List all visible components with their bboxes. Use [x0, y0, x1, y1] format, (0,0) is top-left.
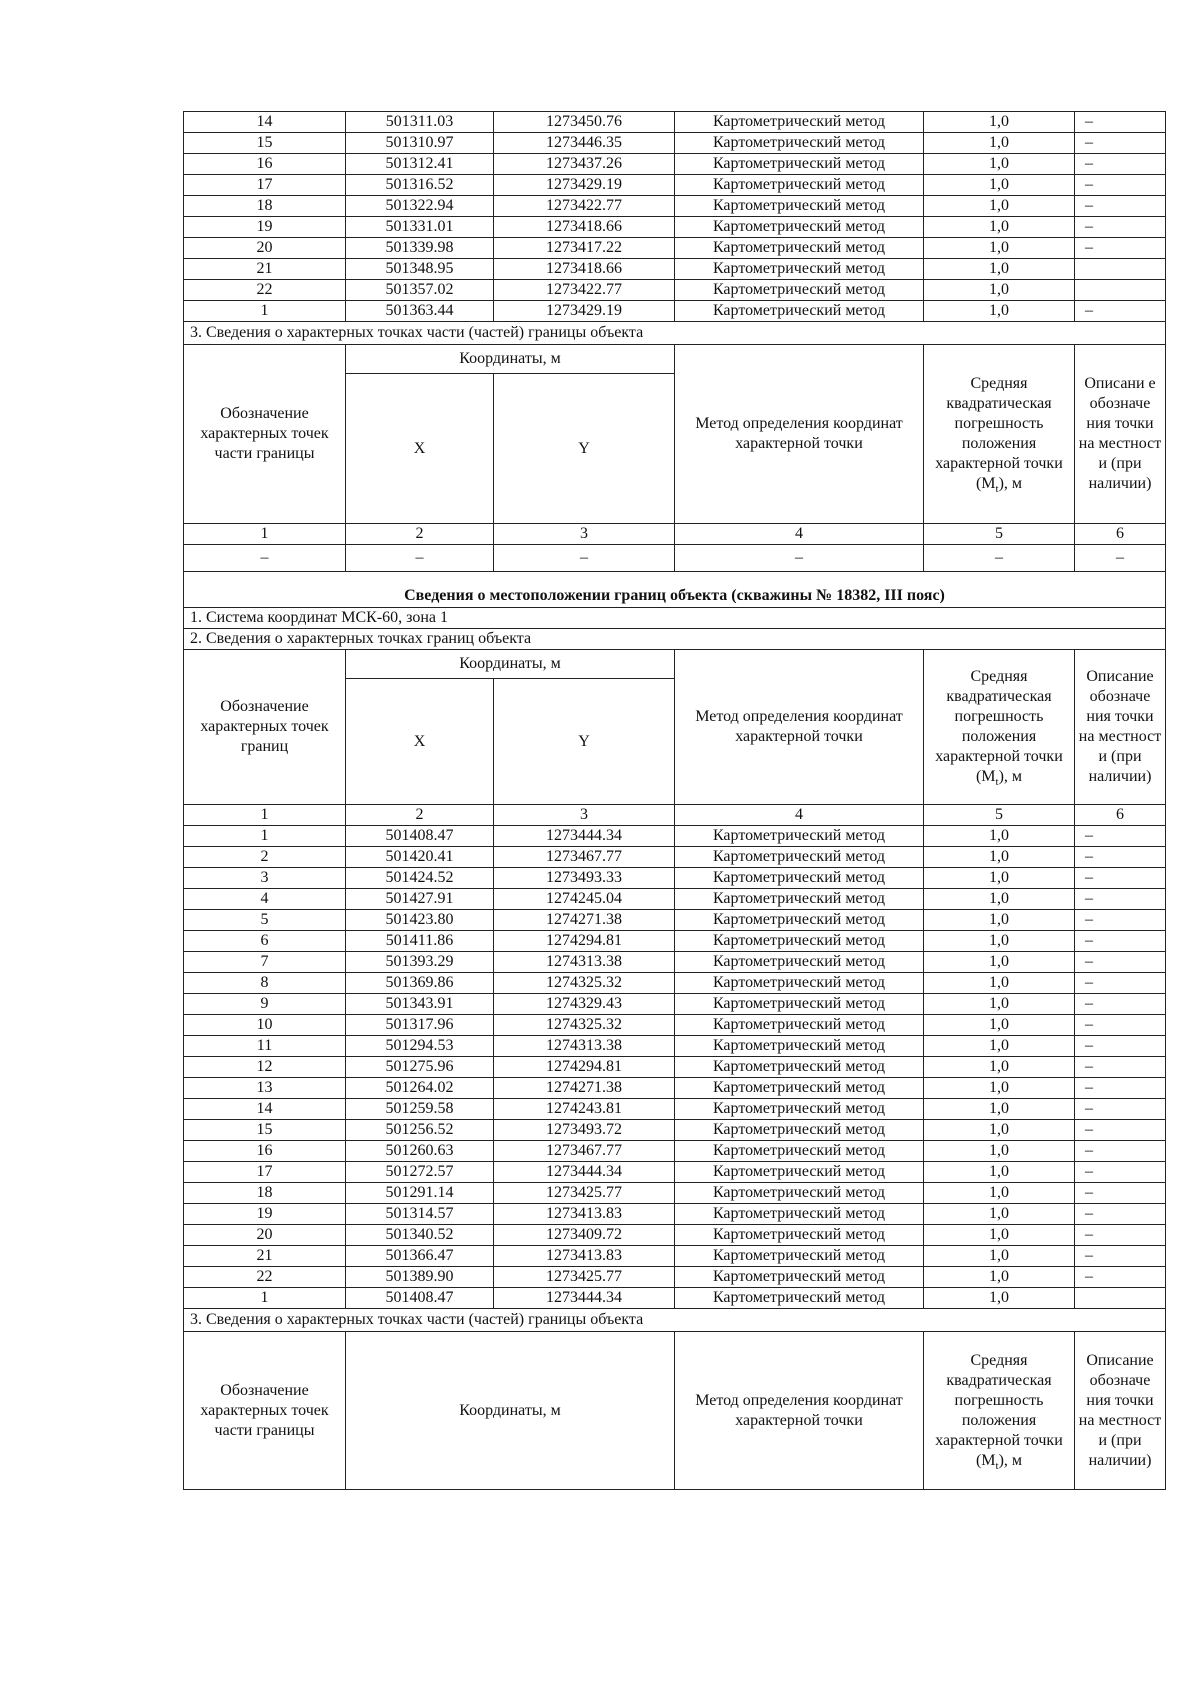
mt-value: 1,0: [924, 1162, 1075, 1183]
coord-y: 1274313.38: [494, 1036, 675, 1057]
description: –: [1075, 1162, 1166, 1183]
mt-value: 1,0: [924, 217, 1075, 238]
mt-value: 1,0: [924, 1183, 1075, 1204]
method: Картометрический метод: [675, 973, 924, 994]
parts1-dash: –: [675, 545, 924, 572]
points-title: 2. Сведения о характерных точках границ объекта: [184, 629, 1166, 650]
section2-header-desc: Описание обозначе ния точки на местност и (при наличии): [1075, 650, 1166, 805]
point-number: 14: [184, 1099, 346, 1120]
description: –: [1075, 1225, 1166, 1246]
coord-y: 1273422.77: [494, 280, 675, 301]
description: [1075, 1288, 1166, 1309]
point-number: 9: [184, 994, 346, 1015]
method: Картометрический метод: [675, 889, 924, 910]
method: Картометрический метод: [675, 826, 924, 847]
coord-x: 501411.86: [346, 931, 494, 952]
point-number: 22: [184, 1267, 346, 1288]
method: Картометрический метод: [675, 847, 924, 868]
coord-y: 1274325.32: [494, 973, 675, 994]
section2-header-y: Y: [494, 679, 675, 805]
table-row: [184, 868, 1166, 889]
method: Картометрический метод: [675, 301, 924, 322]
document-page: [183, 111, 1165, 1490]
method: Картометрический метод: [675, 1120, 924, 1141]
mt-value: 1,0: [924, 196, 1075, 217]
table-row: [184, 826, 1166, 847]
section2-colnum: 2: [346, 805, 494, 826]
parts1-colnum: 6: [1075, 524, 1166, 545]
point-number: 6: [184, 931, 346, 952]
parts2-header-coords: Координаты, м: [346, 1332, 675, 1490]
table-row: [184, 1204, 1166, 1225]
point-number: 15: [184, 1120, 346, 1141]
description: –: [1075, 910, 1166, 931]
parts1-header-mt: Средняя квадратическая погрешность положения характерной точки $(M_t)$, м: [924, 345, 1075, 524]
description: –: [1075, 847, 1166, 868]
point-number: 1: [184, 301, 346, 322]
coord-y: 1274271.38: [494, 1078, 675, 1099]
parts1-colnum: 4: [675, 524, 924, 545]
coord-x: 501312.41: [346, 154, 494, 175]
method: Картометрический метод: [675, 1204, 924, 1225]
mt-value: 1,0: [924, 301, 1075, 322]
point-number: 17: [184, 175, 346, 196]
table-row: [184, 889, 1166, 910]
table-row: [184, 1015, 1166, 1036]
description: –: [1075, 112, 1166, 133]
mt-value: 1,0: [924, 973, 1075, 994]
table-row: [184, 1183, 1166, 1204]
parts1-dash: –: [494, 545, 675, 572]
description: –: [1075, 868, 1166, 889]
mt-value: 1,0: [924, 931, 1075, 952]
coord-x: 501348.95: [346, 259, 494, 280]
method: Картометрический метод: [675, 994, 924, 1015]
coord-y: 1273418.66: [494, 217, 675, 238]
coord-x: 501316.52: [346, 175, 494, 196]
point-number: 20: [184, 1225, 346, 1246]
table-row: [184, 1267, 1166, 1288]
section2-header-method: Метод определения координат характерной точки: [675, 650, 924, 805]
coord-y: 1274329.43: [494, 994, 675, 1015]
coord-y: 1274243.81: [494, 1099, 675, 1120]
coordinate-system: 1. Система координат МСК-60, зона 1: [184, 608, 1166, 629]
coord-x: 501343.91: [346, 994, 494, 1015]
coord-y: 1274325.32: [494, 1015, 675, 1036]
coord-x: 501272.57: [346, 1162, 494, 1183]
mt-value: 1,0: [924, 847, 1075, 868]
coord-x: 501264.02: [346, 1078, 494, 1099]
coord-y: 1273413.83: [494, 1246, 675, 1267]
mt-value: 1,0: [924, 1288, 1075, 1309]
coord-y: 1274294.81: [494, 931, 675, 952]
parts1-header-desc: Описани е обозначе ния точки на местност и (при наличии): [1075, 345, 1166, 524]
coord-x: 501363.44: [346, 301, 494, 322]
description: –: [1075, 238, 1166, 259]
coord-x: 501357.02: [346, 280, 494, 301]
description: –: [1075, 133, 1166, 154]
mt-value: 1,0: [924, 889, 1075, 910]
description: –: [1075, 1057, 1166, 1078]
method: Картометрический метод: [675, 133, 924, 154]
parts1-colnum: 2: [346, 524, 494, 545]
table-row: [184, 931, 1166, 952]
parts1-title: 3. Сведения о характерных точках части (частей) границы объекта: [184, 322, 1166, 345]
method: Картометрический метод: [675, 259, 924, 280]
method: Картометрический метод: [675, 280, 924, 301]
point-number: 10: [184, 1015, 346, 1036]
parts1-colnum: 1: [184, 524, 346, 545]
mt-value: 1,0: [924, 868, 1075, 889]
mt-value: 1,0: [924, 910, 1075, 931]
table-row: [184, 1099, 1166, 1120]
method: Картометрический метод: [675, 1183, 924, 1204]
coord-x: 501424.52: [346, 868, 494, 889]
table-row: [184, 259, 1166, 280]
table-row: [184, 301, 1166, 322]
method: Картометрический метод: [675, 931, 924, 952]
section2-colnum: 1: [184, 805, 346, 826]
point-number: 7: [184, 952, 346, 973]
mt-value: 1,0: [924, 1120, 1075, 1141]
coord-x: 501340.52: [346, 1225, 494, 1246]
section2-colnum: 4: [675, 805, 924, 826]
table-row: [184, 238, 1166, 259]
coord-x: 501314.57: [346, 1204, 494, 1225]
method: Картометрический метод: [675, 1246, 924, 1267]
coord-x: 501317.96: [346, 1015, 494, 1036]
description: –: [1075, 1204, 1166, 1225]
coord-x: 501408.47: [346, 826, 494, 847]
description: –: [1075, 826, 1166, 847]
mt-value: 1,0: [924, 154, 1075, 175]
section2-colnum: 5: [924, 805, 1075, 826]
description: –: [1075, 301, 1166, 322]
method: Картометрический метод: [675, 196, 924, 217]
section2-header-x: X: [346, 679, 494, 805]
mt-value: 1,0: [924, 112, 1075, 133]
point-number: 5: [184, 910, 346, 931]
table-row: [184, 973, 1166, 994]
table-row: [184, 1288, 1166, 1309]
table-row: [184, 112, 1166, 133]
description: –: [1075, 196, 1166, 217]
parts1-header-point: Обозначение характерных точек части границы: [184, 345, 346, 524]
coord-y: 1273429.19: [494, 175, 675, 196]
method: Картометрический метод: [675, 1162, 924, 1183]
coord-y: 1273493.72: [494, 1120, 675, 1141]
coord-y: 1273425.77: [494, 1183, 675, 1204]
mt-value: 1,0: [924, 1204, 1075, 1225]
section2-colnum: 3: [494, 805, 675, 826]
parts1-header-coords: Координаты, м: [346, 345, 675, 374]
description: –: [1075, 1015, 1166, 1036]
description: –: [1075, 154, 1166, 175]
method: Картометрический метод: [675, 112, 924, 133]
coord-y: 1273437.26: [494, 154, 675, 175]
method: Картометрический метод: [675, 1267, 924, 1288]
parts2-header-mt: Средняя квадратическая погрешность положения характерной точки $(M_t)$, м: [924, 1332, 1075, 1490]
mt-value: 1,0: [924, 280, 1075, 301]
parts2-header-point: Обозначение характерных точек части границы: [184, 1332, 346, 1490]
description: –: [1075, 1099, 1166, 1120]
parts1-header-y: Y: [494, 374, 675, 524]
point-number: 21: [184, 1246, 346, 1267]
coord-x: 501275.96: [346, 1057, 494, 1078]
method: Картометрический метод: [675, 238, 924, 259]
parts2-header-desc: Описание обозначе ния точки на местност и (при наличии): [1075, 1332, 1166, 1490]
method: Картометрический метод: [675, 910, 924, 931]
coord-y: 1273467.77: [494, 1141, 675, 1162]
table1-body: [184, 112, 1166, 322]
coord-y: 1273425.77: [494, 1267, 675, 1288]
mt-value: 1,0: [924, 1015, 1075, 1036]
description: –: [1075, 931, 1166, 952]
mt-value: 1,0: [924, 952, 1075, 973]
table-row: [184, 1141, 1166, 1162]
coord-y: 1274313.38: [494, 952, 675, 973]
table-row: [184, 217, 1166, 238]
description: –: [1075, 1141, 1166, 1162]
mt-value: 1,0: [924, 1078, 1075, 1099]
coord-y: 1273429.19: [494, 301, 675, 322]
parts2-title: 3. Сведения о характерных точках части (частей) границы объекта: [184, 1309, 1166, 1332]
mt-value: 1,0: [924, 1141, 1075, 1162]
table-row: [184, 1057, 1166, 1078]
description: –: [1075, 1183, 1166, 1204]
point-number: 1: [184, 1288, 346, 1309]
parts1-header-x: X: [346, 374, 494, 524]
point-number: 12: [184, 1057, 346, 1078]
coord-x: 501311.03: [346, 112, 494, 133]
table-row: [184, 280, 1166, 301]
method: Картометрический метод: [675, 1036, 924, 1057]
mt-value: 1,0: [924, 175, 1075, 196]
parts1-section: [184, 322, 1166, 572]
point-number: 21: [184, 259, 346, 280]
coord-x: 501389.90: [346, 1267, 494, 1288]
method: Картометрический метод: [675, 1099, 924, 1120]
coord-x: 501291.14: [346, 1183, 494, 1204]
description: –: [1075, 952, 1166, 973]
coord-y: 1273493.33: [494, 868, 675, 889]
section2: [184, 572, 1166, 826]
method: Картометрический метод: [675, 1057, 924, 1078]
point-number: 2: [184, 847, 346, 868]
point-number: 4: [184, 889, 346, 910]
point-number: 15: [184, 133, 346, 154]
table-row: [184, 994, 1166, 1015]
description: –: [1075, 217, 1166, 238]
coord-y: 1273444.34: [494, 1288, 675, 1309]
coord-y: 1273422.77: [494, 196, 675, 217]
mt-value: 1,0: [924, 1246, 1075, 1267]
description: –: [1075, 973, 1166, 994]
point-number: 19: [184, 217, 346, 238]
parts2-header-method: Метод определения координат характерной точки: [675, 1332, 924, 1490]
mt-value: 1,0: [924, 1225, 1075, 1246]
point-number: 3: [184, 868, 346, 889]
coord-y: 1273418.66: [494, 259, 675, 280]
point-number: 16: [184, 1141, 346, 1162]
mt-value: 1,0: [924, 826, 1075, 847]
mt-value: 1,0: [924, 133, 1075, 154]
coord-y: 1274245.04: [494, 889, 675, 910]
description: –: [1075, 889, 1166, 910]
mt-value: 1,0: [924, 994, 1075, 1015]
mt-value: 1,0: [924, 1057, 1075, 1078]
point-number: 20: [184, 238, 346, 259]
section2-header-point: Обозначение характерных точек границ: [184, 650, 346, 805]
parts2-section: [184, 1309, 1166, 1490]
coord-y: 1273446.35: [494, 133, 675, 154]
coordinates-table: [183, 111, 1166, 1490]
coord-x: 501339.98: [346, 238, 494, 259]
point-number: 16: [184, 154, 346, 175]
parts1-dash: –: [1075, 545, 1166, 572]
coord-x: 501423.80: [346, 910, 494, 931]
description: –: [1075, 1120, 1166, 1141]
table-row: [184, 910, 1166, 931]
coord-y: 1273413.83: [494, 1204, 675, 1225]
section2-header-mt: Средняя квадратическая погрешность положения характерной точки $(M_t)$, м: [924, 650, 1075, 805]
mt-value: 1,0: [924, 1036, 1075, 1057]
point-number: 13: [184, 1078, 346, 1099]
table2-body: [184, 826, 1166, 1309]
method: Картометрический метод: [675, 217, 924, 238]
table-row: [184, 1246, 1166, 1267]
point-number: 8: [184, 973, 346, 994]
coord-y: 1274271.38: [494, 910, 675, 931]
coord-x: 501256.52: [346, 1120, 494, 1141]
table-row: [184, 1225, 1166, 1246]
section2-header-coords: Координаты, м: [346, 650, 675, 679]
coord-y: 1273467.77: [494, 847, 675, 868]
description: –: [1075, 1036, 1166, 1057]
table-row: [184, 952, 1166, 973]
parts1-dash: –: [924, 545, 1075, 572]
parts1-dash: –: [346, 545, 494, 572]
point-number: 1: [184, 826, 346, 847]
point-number: 19: [184, 1204, 346, 1225]
description: –: [1075, 175, 1166, 196]
section2-title: Сведения о местоположении границ объекта (скважины № 18382, III пояс): [184, 572, 1166, 608]
mt-value: 1,0: [924, 259, 1075, 280]
mt-value: 1,0: [924, 1099, 1075, 1120]
parts1-colnum: 3: [494, 524, 675, 545]
coord-x: 501420.41: [346, 847, 494, 868]
point-number: 22: [184, 280, 346, 301]
table-row: [184, 133, 1166, 154]
method: Картометрический метод: [675, 154, 924, 175]
table-row: [184, 847, 1166, 868]
coord-x: 501294.53: [346, 1036, 494, 1057]
mt-value: 1,0: [924, 238, 1075, 259]
point-number: 11: [184, 1036, 346, 1057]
point-number: 17: [184, 1162, 346, 1183]
method: Картометрический метод: [675, 952, 924, 973]
mt-value: 1,0: [924, 1267, 1075, 1288]
coord-x: 501366.47: [346, 1246, 494, 1267]
coord-x: 501331.01: [346, 217, 494, 238]
method: Картометрический метод: [675, 1141, 924, 1162]
table-row: [184, 1120, 1166, 1141]
coord-x: 501427.91: [346, 889, 494, 910]
description: [1075, 280, 1166, 301]
table-row: [184, 1036, 1166, 1057]
coord-x: 501260.63: [346, 1141, 494, 1162]
description: –: [1075, 1078, 1166, 1099]
coord-y: 1273444.34: [494, 1162, 675, 1183]
coord-x: 501259.58: [346, 1099, 494, 1120]
coord-x: 501322.94: [346, 196, 494, 217]
method: Картометрический метод: [675, 1225, 924, 1246]
method: Картометрический метод: [675, 1015, 924, 1036]
description: –: [1075, 1267, 1166, 1288]
table-row: [184, 154, 1166, 175]
coord-y: 1273444.34: [494, 826, 675, 847]
coord-x: 501408.47: [346, 1288, 494, 1309]
description: –: [1075, 994, 1166, 1015]
description: –: [1075, 1246, 1166, 1267]
parts1-dash: –: [184, 545, 346, 572]
coord-x: 501310.97: [346, 133, 494, 154]
coord-x: 501369.86: [346, 973, 494, 994]
coord-y: 1274294.81: [494, 1057, 675, 1078]
table-row: [184, 1162, 1166, 1183]
coord-y: 1273409.72: [494, 1225, 675, 1246]
coord-x: 501393.29: [346, 952, 494, 973]
method: Картометрический метод: [675, 868, 924, 889]
method: Картометрический метод: [675, 1288, 924, 1309]
method: Картометрический метод: [675, 1078, 924, 1099]
section2-colnum: 6: [1075, 805, 1166, 826]
parts1-colnum: 5: [924, 524, 1075, 545]
coord-y: 1273450.76: [494, 112, 675, 133]
table-row: [184, 175, 1166, 196]
point-number: 14: [184, 112, 346, 133]
point-number: 18: [184, 1183, 346, 1204]
table-row: [184, 1078, 1166, 1099]
coord-y: 1273417.22: [494, 238, 675, 259]
parts1-header-method: Метод определения координат характерной точки: [675, 345, 924, 524]
method: Картометрический метод: [675, 175, 924, 196]
point-number: 18: [184, 196, 346, 217]
table-row: [184, 196, 1166, 217]
description: [1075, 259, 1166, 280]
